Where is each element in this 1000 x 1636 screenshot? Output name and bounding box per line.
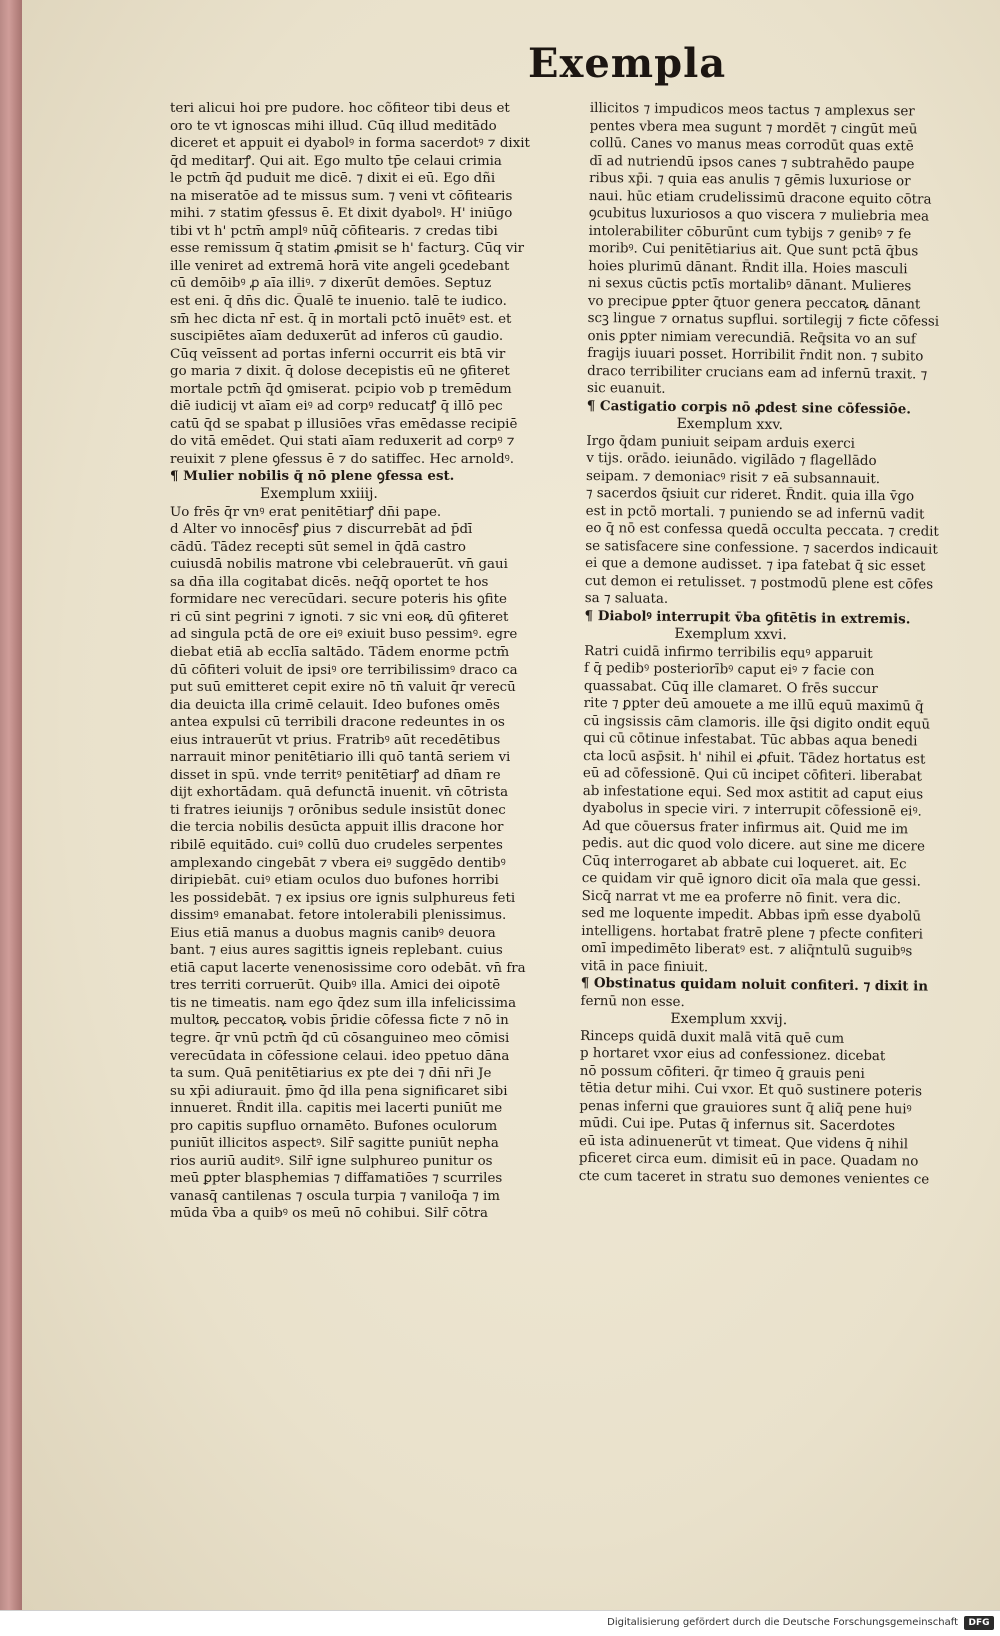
text-line: diripiebāt. cuiꝰ etiam oculos duo bufones horribi: [170, 873, 499, 889]
text-line: dijt exhortādam. quā defunctā inuenit. vn̄ cōtrista: [170, 785, 509, 801]
text-line: vitā in pace finiuit.: [580, 958, 709, 975]
text-line: mortale pctm̄ q̄d ꝯmiserat. pcipio vob̄ p tremēdum: [170, 381, 512, 397]
text-line: dissimꝰ emanabat. fetore intolerabili plenissimus.: [170, 908, 507, 924]
text-line: ¶ Mulier nobilis q̄ nō plene ꝯfessa est.: [170, 468, 455, 485]
text-line: tibi vt h' pctm̄ amplꝰ nūq̄ cōfitearis. ⁊ credas tibi: [170, 223, 498, 239]
dfg-logo: DFG: [964, 1616, 994, 1630]
text-line: su xp̄i adiurauit. p̄mo q̄d illa pena significaret sibi: [170, 1083, 508, 1099]
text-line: le pctm̄ q̄d puduit me dicē. ⁊ dixit ei eū. Ego dñi: [170, 171, 496, 187]
text-line: puniūt illicitos aspectꝰ. Silr̄ sagitte puniūt nepha: [170, 1136, 499, 1152]
text-line: pro capitis supfluo ornamēto. Bufones oculorum: [170, 1118, 498, 1134]
text-line: disset in spū. vnde territꝰ penitētiarꝭ ad dn̄am re: [170, 767, 501, 783]
page-title: Exempla: [528, 40, 727, 87]
text-line: illicitos ⁊ impudicos meos tactus ⁊ amplexus ser: [589, 100, 915, 120]
text-line: ille veniret ad extremā horā vite angeli ꝯcedebant: [170, 258, 510, 274]
text-line: do vitā emēdet. Qui stati aīam reduxerit ad corpꝰ ⁊: [170, 434, 515, 450]
text-line: sa ⁊ saluata.: [584, 590, 669, 607]
text-line: ti fratres ieiunijs ⁊ orōnibus sedule insistūt donec: [170, 802, 506, 818]
footer-credit: Digitalisierung gefördert durch die Deutsche Forschungsgemeinschaft: [607, 1617, 958, 1628]
text-line: ni sexus cūctis pctīs mortalibꝰ dānant. Mulieres: [587, 275, 912, 295]
text-line: ¶ Obstinatus quidam noluit confiteri. ⁊ dixit in: [580, 974, 929, 995]
text-line: innueret. R̄ndit illa. capitis mei lacerti puniūt me: [170, 1101, 503, 1117]
text-line: omī impedimēto liberatꝰ est. ⁊ aliq̄ntulū suguibꝰs: [581, 940, 913, 960]
text-line: dū cōfiteri voluit de ipsiꝰ ore terribilissimꝰ draco ca: [170, 662, 518, 678]
text-line: v tijs. orādo. ieiunādo. vigilādo ⁊ flagellādo: [586, 450, 877, 470]
text-line: eū ad cōfessionē. Qui cū incipet cōfiteri. liberabat: [582, 765, 922, 785]
text-line: cū ingsissis cām clamoris. ille q̄si digito ondit equū: [583, 713, 931, 733]
text-line: onis ꝑpter nimiam verecundiā. Req̄sita vo an suf: [587, 328, 917, 347]
text-line: mūda v̄ba a quibꝰ os meū nō cohibui. Silr̄ cōtra: [170, 1206, 488, 1222]
text-line: vo precipue ꝑpter q̄tuor genera peccatoꝶ dānant: [587, 293, 921, 312]
text-line: sic euanuit.: [586, 380, 666, 397]
text-line: seipam. ⁊ demoniacꝰ risit ⁊ eā subsannauit.: [585, 468, 881, 487]
text-line: multoꝶ peccatoꝶ vobis p̄ridie cōfessa ficte ⁊ nō in: [170, 1013, 509, 1029]
text-line: ce quidam vir quē ignoro dicit oīa mala que gessi.: [581, 870, 921, 890]
text-line: formidare nec verecūdari. secure poteris his ꝯfite: [170, 592, 507, 608]
text-line: esse remissum q̄ statim ꝓmisit se h' facturꝫ. Cūq vir: [170, 241, 525, 257]
right-text-column: [579, 100, 980, 1189]
text-line: ad singula pctā de ore eiꝰ exiuit buso pessimꝰ. egre: [170, 627, 518, 643]
text-line: narrauit minor penitētiario illi quō tantā seriem vi: [170, 750, 511, 766]
text-line: intolerabiliter cōburūnt cum tybijs ⁊ genibꝰ ⁊ fe: [588, 223, 912, 242]
text-line: penas inferni que grauiores sunt q̄ aliq̄ pene huiꝰ: [579, 1098, 912, 1117]
text-line: etiā caput lacerte venenosissime coro odebāt. vn̄ fra: [170, 960, 526, 976]
text-line: tegre. q̄r vnū pctm̄ q̄d cū cōsanguineo meo cōmisi: [170, 1030, 510, 1046]
text-line: ¶ Diabolꝰ interrupit v̄ba ꝯfitētis in extremis.: [584, 607, 911, 627]
text-line: teri alicui hoi pre pudore. hoc cõfiteor tibi deus et: [170, 101, 510, 116]
text-line: diē iudicij vt aīam eiꝰ ad corpꝰ reducatꝭ q̄ illō pec: [170, 399, 503, 415]
text-line: est eni. q̄ dn̄s dic. Q̄ualē te inuenio. talē te iudico.: [170, 294, 507, 310]
text-line: sed me loquente impedit. Abbas ipm̄ esse dyabolū: [581, 905, 922, 925]
text-line: sa dn̄a illa cogitabat dicēs. neq̄q̄ oportet te hos: [170, 574, 489, 590]
text-line: dia deuicta illa crimē celauit. Ideo bufones omēs: [170, 697, 500, 713]
left-text-column: [170, 100, 570, 1223]
text-line: Exemplum xxv.: [676, 415, 784, 434]
footer-bar: [0, 1610, 1000, 1636]
text-line: q̄d meditarꝭ. Qui ait. Ego multo tp̄e celaui crimia: [170, 153, 502, 169]
text-line: meū ꝑpter blasphemias ⁊ diffamatiōes ⁊ scurriles: [170, 1171, 503, 1187]
text-line: ei que a demone audisset. ⁊ ipa fatebat q̄ sic esset: [585, 555, 926, 575]
text-line: mūdi. Cui ipe. Putas q̄ infernus sit. Sacerdotes: [579, 1115, 896, 1135]
text-line: fragijs iuuari posset. Horribilit r̄ndit non. ⁊ subito: [587, 345, 924, 365]
text-line: nō possum cōfiteri. q̄r timeo q̄ grauis peni: [579, 1063, 865, 1082]
text-line: qui cū cōtinue infestabat. Tūc abbas aqua benedi: [583, 730, 918, 750]
text-line: vanasq̄ cantilenas ⁊ oscula turpia ⁊ vaniloq̄a ⁊ im: [170, 1188, 500, 1204]
text-line: diceret et appuit ei dyabolꝰ in forma sacerdotꝰ ⁊ dixit: [170, 136, 530, 152]
text-line: rios auriū auditꝰ. Silr̄ igne sulphureo punitur os: [170, 1153, 493, 1169]
text-line: fernū non esse.: [580, 993, 685, 1010]
text-line: dī ad nutriendū ipsos canes ⁊ subtrahēdo paupe: [589, 153, 915, 172]
text-line: cta locū asp̄sit. h' nihil ei ꝓfuit. Tādez hortatus est: [583, 748, 926, 768]
text-line: pedis. aut dic quod volo dicere. aut sine me dicere: [582, 835, 925, 855]
text-line: reuixit ⁊ plene ꝯfessus ē ⁊ d̄o satiffec. Hec arnoldꝰ.: [170, 451, 515, 467]
text-line: cte cum taceret in stratu suo demones venientes ce: [578, 1168, 930, 1188]
text-line: collū. Canes vo manus meas corrodūt quas extē: [589, 135, 914, 155]
text-line: mihi. ⁊ statim ꝯfessus ē. Et dixit dyabolꝰ. H' iniūgo: [170, 206, 513, 222]
text-line: Sicq̄ narrat vt me ea proferre nō finit. vera dic.: [581, 888, 902, 907]
text-line: pficeret circa eum. dimisit eū in pace. Quadam no: [578, 1150, 919, 1170]
text-line: Exemplum xxiiij.: [260, 486, 378, 503]
text-line: bant. ⁊ eius aures sagittis igneis replebant. cuius: [170, 943, 503, 959]
text-line: se satisfacere sine confessione. ⁊ sacerdos indicauit: [585, 538, 938, 558]
text-line: cut demon ei retulisset. ⁊ postmodū plene est cōfes: [584, 573, 934, 593]
text-line: Eius etiā manus a duobus magnis canibꝰ deuora: [170, 925, 496, 941]
text-line: na miseratōe ad te missus sum. ⁊ veni vt cōfitearis: [170, 188, 513, 204]
text-line: Exemplum xxvij.: [670, 1010, 788, 1029]
text-line: ta sum. Quā penitētiarius ex pte dei ⁊ dn̄i nr̄i Je: [170, 1066, 492, 1082]
text-line: est in pctō mortali. ⁊ puniendo se ad infernū vadit: [585, 503, 925, 523]
text-line: moribꝰ. Cui penitētiarius ait. Que sunt pctā q̄bus: [588, 240, 919, 260]
text-line: eius intrauerūt vt prius. Fratribꝰ aūt recedētibus: [170, 732, 501, 748]
text-line: ri cū sint pegrini ⁊ ignoti. ⁊ sic vni eoꝶ dū ꝯfiteret: [170, 609, 509, 625]
text-line: tētia detur mihi. Cui vxor. Et quō sustinere poteris: [579, 1080, 923, 1100]
text-line: ribus xp̄i. ⁊ quia eas anulis ⁊ gēmis luxuriose or: [589, 170, 911, 190]
text-line: put suū emitteret cepit exire nō tn̄ valuit q̄r verecū: [170, 680, 516, 696]
text-line: suscipiētes aīam deduxerūt ad inferos cū gaudio.: [170, 329, 504, 345]
text-line: naui. hūc etiam crudelissimū dracone equito cōtra: [588, 188, 932, 208]
text-line: les possidebāt. ⁊ ex ipsius ore ignis sulphureus feti: [170, 890, 516, 906]
text-line: die tercia nobilis desūcta appuit illis dracone hor: [170, 820, 504, 836]
text-line: sm̄ hec dicta nr̄ est. q̄ in mortali pctō inuētꝰ est. et: [170, 311, 512, 327]
text-line: cādū. Tādez recepti sūt semel in q̄dā castro: [170, 539, 466, 555]
text-line: tres territi corruerūt. Quibꝰ illa. Amici dei oipotē: [170, 978, 501, 994]
text-line: cū demōibꝰ ꝓ aīa illiꝰ. ⁊ dixerūt demōes. Septuz: [170, 276, 492, 292]
text-line: verecūdata in cōfessione celaui. ideo ppetuo dāna: [170, 1048, 510, 1064]
text-line: Ad que cōuersus frater infirmus ait. Quid me im: [582, 818, 909, 837]
text-line: antea expulsi cū terribili dracone redeuntes in os: [170, 715, 505, 731]
text-line: rite ⁊ ꝑpter deū amouete a me illū equū maximū q̄: [583, 695, 924, 715]
text-line: Cūq veīssent ad portas inferni occurrit eis btā vir: [170, 346, 506, 362]
text-line: quassabat. Cūq ille clamaret. O frēs succur: [583, 678, 878, 697]
text-line: amplexando cingebāt ⁊ vbera eiꝰ suggēdo dentibꝰ: [170, 855, 506, 871]
text-line: dyabolus in specie viri. ⁊ interrupit cōfessionē eiꝰ.: [582, 800, 922, 820]
text-line: Ratri cuidā infirmo terribilis equꝰ apparuit: [584, 643, 873, 662]
text-line: Cūq interrogaret ab abbate cui loqueret. ait. Ec: [581, 853, 907, 872]
text-line: Irgo q̄dam puniuit seipam arduis exerci: [586, 433, 855, 452]
text-line: catū q̄d se spabat p illusiōes vr̄as emēdasse recipiē: [170, 416, 518, 432]
text-line: ribilē equitādo. cuiꝰ collū duo crudeles serpentes: [170, 837, 503, 853]
text-line: draco terribiliter crucians eam ad infernū traxit. ⁊: [587, 363, 928, 383]
text-line: ⁊ sacerdos q̄siuit cur rideret. R̄ndit. quia illa v̄go: [585, 485, 915, 505]
text-line: intelligens. hortabat fratrē plene ⁊ pfecte confiteri: [581, 923, 923, 943]
text-line: scꝫ lingue ⁊ ornatus supflui. sortilegij ⁊ ficte cōfessi: [587, 310, 940, 330]
text-line: cuiusdā nobilis matrone vbi celebrauerūt. vn̄ gaui: [170, 557, 508, 573]
text-line: diebat etiā ab ecclīa saltādo. Tādem enorme pctm̄: [170, 644, 510, 660]
text-line: Rinceps quidā duxit malā vitā quē cum: [580, 1028, 845, 1047]
text-line: ꝯcubitus luxuriosos a quo viscera ⁊ muliebria mea: [588, 205, 930, 225]
text-line: Uo frēs q̄r vnꝰ erat penitētiarꝭ dn̄i pape.: [170, 504, 442, 520]
text-line: f q̄ pedibꝰ posteriorībꝰ caput eiꝰ ⁊ facie con: [583, 660, 875, 680]
text-line: eū ista adinuenerūt vt timeat. Que videns q̄ nihil: [579, 1133, 909, 1152]
text-line: tis ne timeatis. nam ego q̄dez sum illa infelicissima: [170, 995, 517, 1011]
text-line: go maria ⁊ dixit. q̄ dolose decepistis eū ne ꝯfiteret: [170, 364, 510, 380]
text-line: oro te vt ignoscas mihi illud. Cūq illud meditādo: [170, 118, 497, 134]
text-line: Exemplum xxvi.: [674, 625, 787, 644]
text-line: hoies plurimū dānant. R̄ndit illa. Hoies masculi: [588, 258, 908, 277]
text-line: ab infestatione equi. Sed mox astitit ad caput eius: [582, 783, 924, 803]
text-line: d Alter vo innocēsꝭ ꝑius ⁊ discurrebāt ad p̄dī: [170, 522, 473, 538]
book-edge: [0, 0, 23, 1610]
text-line: ¶ Castigatio corpis nō ꝓdest sine cōfessiōe.: [586, 397, 912, 417]
text-line: p hortaret vxor eius ad confessionez. dicebat: [579, 1045, 886, 1065]
text-line: eo q̄ nō est confessa quedā occulta peccata. ⁊ credit: [585, 520, 939, 540]
text-line: pentes vbera mea sugunt ⁊ mordēt ⁊ cingūt meū: [589, 118, 918, 137]
